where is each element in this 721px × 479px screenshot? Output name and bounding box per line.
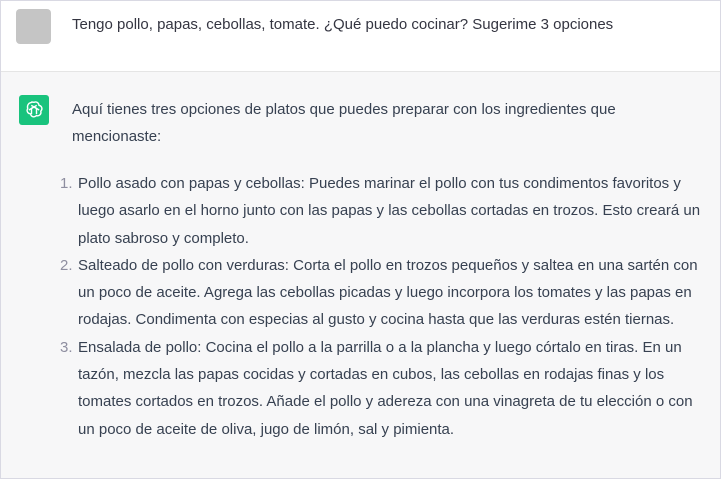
assistant-intro-text: Aquí tienes tres opciones de platos que puedes preparar con los ingredientes que mencionaste:: [72, 101, 616, 145]
user-avatar: [16, 9, 51, 44]
recipe-option: [60, 170, 706, 252]
recipe-option: [60, 334, 706, 443]
option-text: Ensalada de pollo: Cocina el pollo a la parrilla o a la plancha y luego córtalo en tiras. En un tazón, mezcla las papas cocidas y cortadas en cubos, las cebollas en rodajas finas y los tomates cortados en trozos. Añade el pollo y adereza con una vinagreta de tu elección o con un poco de aceite de oliva, jugo de limón, sal y pimienta.: [78, 338, 693, 438]
user-message-row: [1, 1, 720, 72]
recipe-option: [60, 252, 706, 334]
user-message-text: Tengo pollo, papas, cebollas, tomate. ¿Qué puedo cocinar? Sugerime 3 opciones: [72, 16, 614, 33]
option-number: 2.: [60, 256, 73, 274]
option-text: Salteado de pollo con verduras: Corta el pollo en trozos pequeños y saltea en una sartén con un poco de aceite. Agrega las cebollas picadas y luego incorpora los tomates y las papas en rodajas. Condimenta con especias al gusto y cocina hasta que las verduras estén tiernas.: [78, 256, 698, 329]
openai-logo-icon: [19, 95, 49, 125]
option-number: 3.: [60, 338, 73, 356]
option-text: Pollo asado con papas y cebollas: Puedes marinar el pollo con tus condimentos favoritos y luego asarlo en el horno junto con las papas y las cebollas cortadas en trozos. Esto creará un plato sabroso y completo.: [78, 175, 701, 247]
option-number: 1.: [60, 175, 73, 192]
assistant-message-row: [1, 72, 720, 479]
recipe-options-list: [60, 170, 706, 443]
